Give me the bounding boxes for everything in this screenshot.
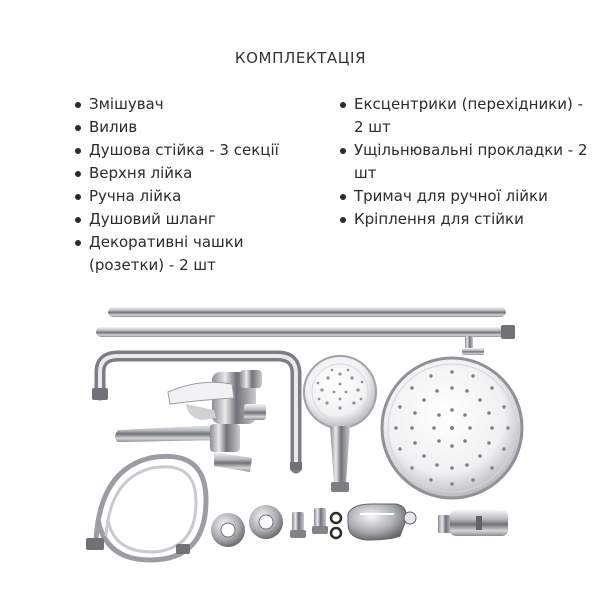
list-item: Душовий шланг: [75, 208, 315, 231]
list-item: Кріплення для стійки: [340, 208, 590, 231]
shower-hose: [96, 456, 206, 560]
eccentric-adapter: [290, 508, 328, 538]
gasket: [331, 528, 341, 538]
list-item: Декоративні чашки (розетки) - 2 шт: [75, 231, 315, 277]
list-item: Вилив: [75, 116, 315, 139]
gasket: [331, 513, 341, 523]
rain-shower-head: [382, 358, 522, 498]
components-list-left: [75, 93, 315, 277]
hose-connector: [86, 538, 104, 550]
hand-shower-holder: [348, 504, 416, 540]
product-components-illustration: [0, 300, 601, 601]
components-list-right: [340, 93, 590, 231]
list-item: Ексцентрики (перехідники) - 2 шт: [340, 93, 590, 139]
decorative-cup: [211, 513, 245, 547]
list-item: Ручна лійка: [75, 185, 315, 208]
decorative-cup: [249, 505, 283, 539]
hose-connector: [176, 544, 190, 554]
page-title: КОМПЛЕКТАЦІЯ: [234, 49, 367, 67]
list-item: Змішувач: [75, 93, 315, 116]
hand-shower: [304, 356, 376, 492]
rod-mount: [438, 510, 508, 536]
shower-rod-top: [108, 307, 506, 317]
mixer-faucet: [168, 370, 266, 424]
list-item: Верхня лійка: [75, 162, 315, 185]
list-item: Ущільнювальні прокладки - 2 шт: [340, 139, 590, 185]
list-item: Душова стійка - 3 секції: [75, 139, 315, 162]
list-item: Тримач для ручної лійки: [340, 185, 590, 208]
